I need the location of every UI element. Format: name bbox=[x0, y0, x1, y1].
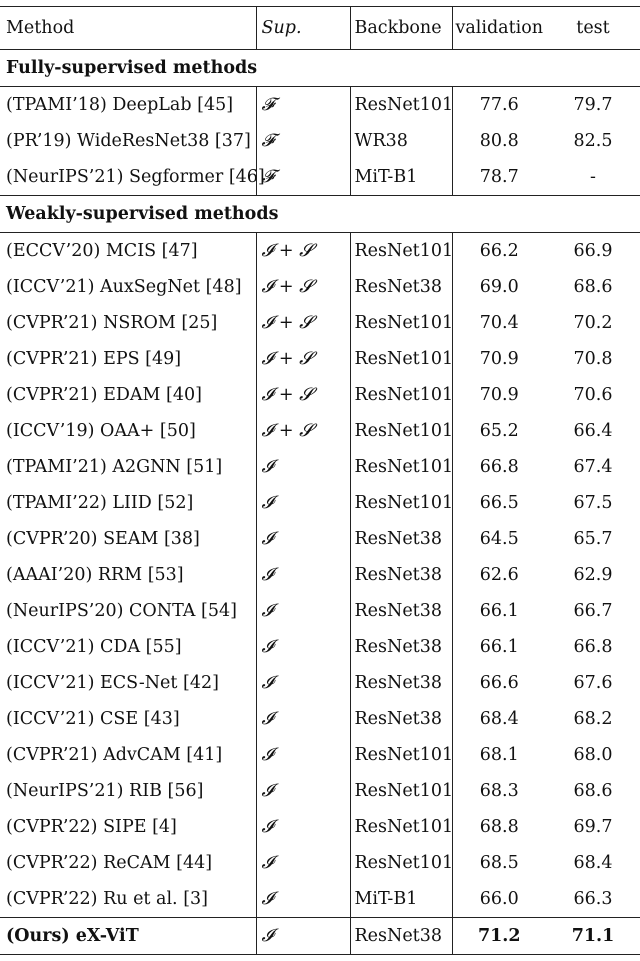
supervision-cell: 𝓘 bbox=[256, 629, 350, 665]
validation-cell: 68.3 bbox=[452, 773, 546, 809]
test-cell: 68.2 bbox=[573, 709, 613, 729]
test-cell: 82.5 bbox=[573, 131, 613, 151]
table-row bbox=[0, 233, 640, 270]
validation-cell: 70.9 bbox=[452, 341, 546, 377]
test-cell: 62.9 bbox=[573, 565, 613, 585]
method-cell: (NeurIPS’21) RIB [56] bbox=[6, 781, 204, 801]
backbone-cell: ResNet101 bbox=[350, 809, 452, 845]
supervision-cell: 𝓘 bbox=[256, 737, 350, 773]
table-row bbox=[0, 377, 640, 413]
table-row bbox=[0, 485, 640, 521]
test-cell: 70.6 bbox=[573, 385, 613, 405]
validation-cell: 80.8 bbox=[452, 123, 546, 159]
backbone-cell: ResNet101 bbox=[350, 233, 452, 270]
backbone-cell: ResNet38 bbox=[350, 557, 452, 593]
validation-cell: 68.1 bbox=[452, 737, 546, 773]
backbone-cell: ResNet38 bbox=[350, 918, 452, 955]
test-cell: 68.0 bbox=[573, 745, 613, 765]
supervision-cell: 𝓕 bbox=[256, 123, 350, 159]
method-cell: (NeurIPS’21) Segformer [46] bbox=[6, 167, 265, 187]
header-row bbox=[0, 7, 640, 50]
supervision-cell: 𝓘 bbox=[256, 449, 350, 485]
header-method: Method bbox=[6, 18, 75, 38]
supervision-cell: 𝓘 + 𝓢 bbox=[256, 341, 350, 377]
validation-cell: 78.7 bbox=[452, 159, 546, 196]
supervision-cell: 𝓘 bbox=[256, 665, 350, 701]
method-cell: (ECCV’20) MCIS [47] bbox=[6, 241, 198, 261]
backbone-cell: ResNet101 bbox=[350, 341, 452, 377]
supervision-cell: 𝓘 bbox=[256, 918, 350, 955]
test-cell: 67.5 bbox=[573, 493, 613, 513]
test-cell: 67.4 bbox=[573, 457, 613, 477]
backbone-cell: ResNet38 bbox=[350, 701, 452, 737]
backbone-cell: ResNet101 bbox=[350, 845, 452, 881]
table-row bbox=[0, 521, 640, 557]
table-row bbox=[0, 123, 640, 159]
supervision-cell: 𝓘 + 𝓢 bbox=[256, 413, 350, 449]
validation-cell: 66.5 bbox=[452, 485, 546, 521]
validation-cell: 66.1 bbox=[452, 629, 546, 665]
method-cell: (CVPR’21) AdvCAM [41] bbox=[6, 745, 223, 765]
method-cell: (CVPR’22) Ru et al. [3] bbox=[6, 889, 208, 909]
backbone-cell: WR38 bbox=[350, 123, 452, 159]
backbone-cell: ResNet101 bbox=[350, 773, 452, 809]
table-row bbox=[0, 737, 640, 773]
backbone-cell: ResNet101 bbox=[350, 737, 452, 773]
method-cell: (ICCV’21) AuxSegNet [48] bbox=[6, 277, 242, 297]
test-cell: 67.6 bbox=[573, 673, 613, 693]
header-test: test bbox=[576, 18, 610, 38]
method-cell: (ICCV’19) OAA+ [50] bbox=[6, 421, 196, 441]
table-body bbox=[0, 50, 640, 955]
table-row bbox=[0, 773, 640, 809]
supervision-cell: 𝓘 bbox=[256, 881, 350, 918]
backbone-cell: ResNet38 bbox=[350, 521, 452, 557]
test-cell: 66.4 bbox=[573, 421, 613, 441]
method-cell: (ICCV’21) ECS-Net [42] bbox=[6, 673, 219, 693]
supervision-cell: 𝓘 bbox=[256, 593, 350, 629]
validation-cell: 68.5 bbox=[452, 845, 546, 881]
validation-cell: 66.0 bbox=[452, 881, 546, 918]
validation-cell: 69.0 bbox=[452, 269, 546, 305]
table-row bbox=[0, 665, 640, 701]
validation-cell: 71.2 bbox=[452, 918, 546, 955]
validation-cell: 70.9 bbox=[452, 377, 546, 413]
backbone-cell: ResNet101 bbox=[350, 87, 452, 124]
backbone-cell: ResNet101 bbox=[350, 377, 452, 413]
method-cell: (CVPR’21) NSROM [25] bbox=[6, 313, 218, 333]
test-cell: 66.8 bbox=[573, 637, 613, 657]
method-cell: (Ours) eX-ViT bbox=[6, 926, 139, 946]
validation-cell: 77.6 bbox=[452, 87, 546, 124]
supervision-cell: 𝓘 bbox=[256, 845, 350, 881]
method-cell: (CVPR’21) EPS [49] bbox=[6, 349, 182, 369]
backbone-cell: ResNet38 bbox=[350, 665, 452, 701]
backbone-cell: MiT-B1 bbox=[350, 159, 452, 196]
backbone-cell: ResNet38 bbox=[350, 269, 452, 305]
supervision-cell: 𝓘 + 𝓢 bbox=[256, 377, 350, 413]
method-cell: (CVPR’21) EDAM [40] bbox=[6, 385, 202, 405]
ours-row bbox=[0, 918, 640, 955]
method-cell: (CVPR’22) SIPE [4] bbox=[6, 817, 177, 837]
test-cell: 66.9 bbox=[573, 241, 613, 261]
table-row bbox=[0, 449, 640, 485]
supervision-cell: 𝓘 bbox=[256, 773, 350, 809]
test-cell: 69.7 bbox=[573, 817, 613, 837]
test-cell: 68.4 bbox=[573, 853, 613, 873]
method-cell: (ICCV’21) CSE [43] bbox=[6, 709, 180, 729]
method-cell: (PR’19) WideResNet38 [37] bbox=[6, 131, 251, 151]
table-row bbox=[0, 593, 640, 629]
backbone-cell: ResNet38 bbox=[350, 593, 452, 629]
method-cell: (TPAMI’18) DeepLab [45] bbox=[6, 95, 234, 115]
test-cell: 66.7 bbox=[573, 601, 613, 621]
section-title: Fully-supervised methods bbox=[6, 58, 258, 78]
method-cell: (TPAMI’21) A2GNN [51] bbox=[6, 457, 223, 477]
supervision-cell: 𝓕 bbox=[256, 159, 350, 196]
supervision-cell: 𝓘 + 𝓢 bbox=[256, 269, 350, 305]
backbone-cell: ResNet38 bbox=[350, 629, 452, 665]
table-row bbox=[0, 629, 640, 665]
backbone-cell: ResNet101 bbox=[350, 305, 452, 341]
supervision-cell: 𝓘 bbox=[256, 521, 350, 557]
method-cell: (CVPR’20) SEAM [38] bbox=[6, 529, 200, 549]
method-cell: (ICCV’21) CDA [55] bbox=[6, 637, 182, 657]
table-row bbox=[0, 269, 640, 305]
supervision-cell: 𝓕 bbox=[256, 87, 350, 124]
section-title: Weakly-supervised methods bbox=[6, 204, 279, 224]
table-row bbox=[0, 341, 640, 377]
table-row bbox=[0, 413, 640, 449]
table-row bbox=[0, 701, 640, 737]
validation-cell: 62.6 bbox=[452, 557, 546, 593]
backbone-cell: MiT-B1 bbox=[350, 881, 452, 918]
backbone-cell: ResNet101 bbox=[350, 485, 452, 521]
method-cell: (TPAMI’22) LIID [52] bbox=[6, 493, 194, 513]
header-backbone: Backbone bbox=[350, 7, 452, 50]
test-cell: - bbox=[590, 167, 596, 187]
table-row bbox=[0, 87, 640, 124]
backbone-cell: ResNet101 bbox=[350, 449, 452, 485]
test-cell: 70.8 bbox=[573, 349, 613, 369]
validation-cell: 66.8 bbox=[452, 449, 546, 485]
supervision-cell: 𝓘 + 𝓢 bbox=[256, 305, 350, 341]
supervision-cell: 𝓘 bbox=[256, 485, 350, 521]
section-header bbox=[0, 50, 640, 87]
validation-cell: 68.8 bbox=[452, 809, 546, 845]
supervision-cell: 𝓘 bbox=[256, 701, 350, 737]
backbone-cell: ResNet101 bbox=[350, 413, 452, 449]
supervision-cell: 𝓘 + 𝓢 bbox=[256, 233, 350, 270]
header-validation: validation bbox=[452, 7, 546, 50]
validation-cell: 66.6 bbox=[452, 665, 546, 701]
method-cell: (NeurIPS’20) CONTA [54] bbox=[6, 601, 237, 621]
validation-cell: 66.1 bbox=[452, 593, 546, 629]
table-row bbox=[0, 159, 640, 196]
test-cell: 65.7 bbox=[573, 529, 613, 549]
supervision-cell: 𝓘 bbox=[256, 557, 350, 593]
validation-cell: 66.2 bbox=[452, 233, 546, 270]
table-row bbox=[0, 881, 640, 918]
table-row bbox=[0, 845, 640, 881]
table-row bbox=[0, 305, 640, 341]
header-sup: Sup. bbox=[256, 7, 350, 50]
validation-cell: 68.4 bbox=[452, 701, 546, 737]
test-cell: 68.6 bbox=[573, 277, 613, 297]
test-cell: 70.2 bbox=[573, 313, 613, 333]
test-cell: 66.3 bbox=[573, 889, 613, 909]
validation-cell: 70.4 bbox=[452, 305, 546, 341]
validation-cell: 65.2 bbox=[452, 413, 546, 449]
section-header bbox=[0, 196, 640, 233]
test-cell: 79.7 bbox=[573, 95, 613, 115]
supervision-cell: 𝓘 bbox=[256, 809, 350, 845]
test-cell: 68.6 bbox=[573, 781, 613, 801]
test-cell: 71.1 bbox=[571, 926, 615, 946]
table-row bbox=[0, 557, 640, 593]
method-cell: (AAAI’20) RRM [53] bbox=[6, 565, 184, 585]
method-cell: (CVPR’22) ReCAM [44] bbox=[6, 853, 213, 873]
table-row bbox=[0, 809, 640, 845]
results-table bbox=[0, 6, 640, 955]
validation-cell: 64.5 bbox=[452, 521, 546, 557]
